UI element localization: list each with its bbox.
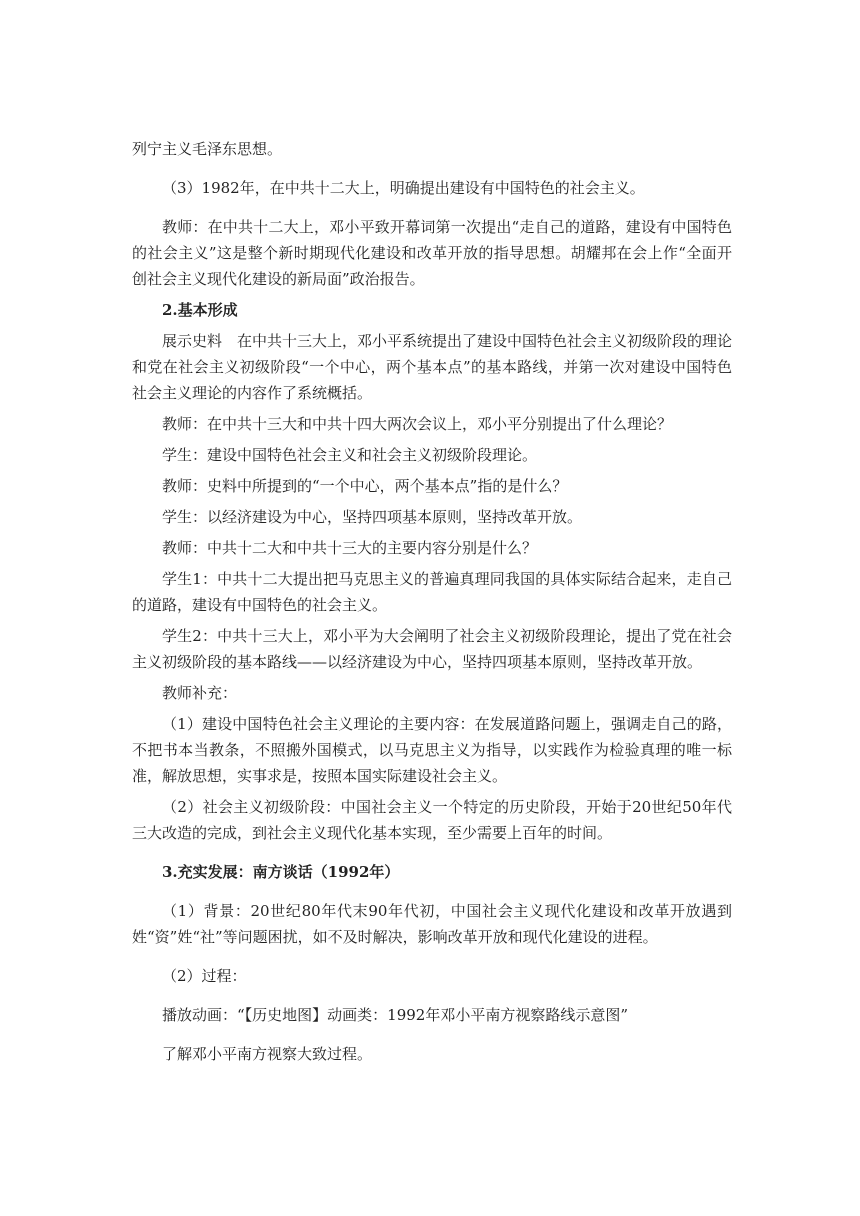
section-heading-2: 2.基本形成 [162,301,238,319]
paragraph-13: 教师补充： [162,684,238,702]
paragraph-9: 学生：以经济建设为中心，坚持四项基本原则，坚持改革开放。 [162,508,583,526]
paragraph-11: 学生1：中共十二大提出把马克思主义的普遍真理同我国的具体实际结合起来，走自己的道路，建设有中国特色的社会主义。 [132,570,732,614]
paragraph-18: （2）过程： [162,967,247,985]
paragraph-1: 列宁主义毛泽东思想。 [132,140,283,158]
paragraph-12: 学生2：中共十三大上，邓小平为大会阐明了社会主义初级阶段理论，提出了党在社会主义初级阶段的基本路线——以经济建设为中心，坚持四项基本原则，坚持改革开放。 [132,627,732,671]
paragraph-17: （1）背景：20世纪80年代末90年代初，中国社会主义现代化建设和改革开放遇到姓“资”姓“社”等问题困扰，如不及时解决，影响改革开放和现代化建设的进程。 [132,902,732,946]
paragraph-2: （3）1982年，在中共十二大上，明确提出建设有中国特色的社会主义。 [162,179,645,197]
paragraph-15: （2）社会主义初级阶段：中国社会主义一个特定的历史阶段，开始于20世纪50年代三大改造的完成，到社会主义现代化基本实现，至少需要上百年的时间。 [132,798,732,842]
paragraph-3: 教师：在中共十二大上，邓小平致开幕词第一次提出“走自己的道路，建设有中国特色的社会主义”这是整个新时期现代化建设和改革开放的指导思想。胡耀邦在会上作“全面开创社会主义现代化建设的新局面”政治报告。 [132,218,732,288]
document-page [132,136,732,1072]
paragraph-10: 教师：中共十二大和中共十三大的主要内容分别是什么？ [162,539,538,557]
paragraph-5: 展示史料 在中共十三大上，邓小平系统提出了建设中国特色社会主义初级阶段的理论和党在社会主义初级阶段“一个中心，两个基本点”的基本路线，并第一次对建设中国特色社会主义理论的内容作了系统概括。 [132,332,733,402]
paragraph-20: 了解邓小平南方视察大致过程。 [162,1045,373,1063]
section-heading-3: 3.充实发展：南方谈话（1992年） [162,863,400,881]
paragraph-8: 教师：史料中所提到的“一个中心，两个基本点”指的是什么？ [162,477,568,495]
paragraph-19: 播放动画：“【历史地图】动画类：1992年邓小平南方视察路线示意图” [162,1006,629,1024]
paragraph-14: （1）建设中国特色社会主义理论的主要内容：在发展道路问题上，强调走自己的路，不把书本当教条，不照搬外国模式，以马克思主义为指导，以实践作为检验真理的唯一标准，解放思想，实事求是，按照本国实际建设社会主义。 [132,715,732,785]
paragraph-6: 教师：在中共十三大和中共十四大两次会议上，邓小平分别提出了什么理论？ [162,415,673,433]
paragraph-7: 学生：建设中国特色社会主义和社会主义初级阶段理论。 [162,446,538,464]
